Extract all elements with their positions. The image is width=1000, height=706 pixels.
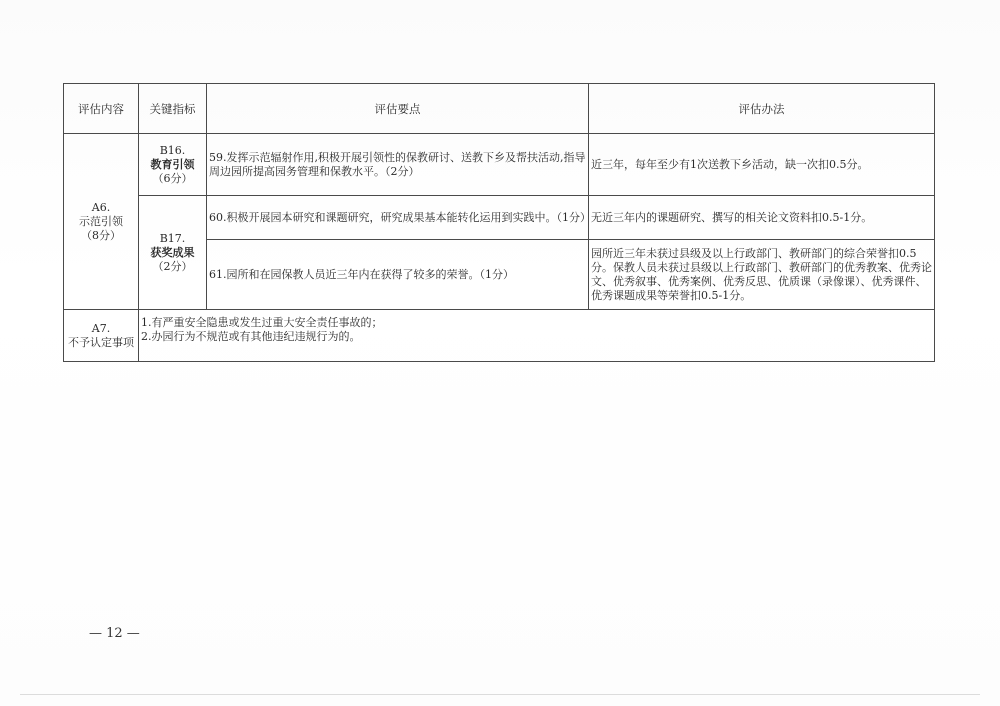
veto-items-cell — [139, 310, 935, 362]
indicator-score: （6分） — [152, 171, 193, 185]
assessment-point-cell: 61.园所和在园保教人员近三年内在获得了较多的荣誉。（1分） — [207, 240, 589, 310]
header-cell: 评估办法 — [589, 84, 935, 134]
assessment-method-cell: 近三年，每年至少有1次送教下乡活动，缺一次扣0.5分。 — [589, 134, 935, 196]
veto-item: 2.办园行为不规范或有其他违纪违规行为的。 — [141, 330, 361, 343]
header-cell: 评估内容 — [64, 84, 139, 134]
table-header-row — [64, 84, 935, 134]
table-row — [64, 310, 935, 362]
table-row — [64, 196, 935, 240]
category-name: 示范引领 — [79, 214, 123, 228]
assessment-point-cell: 59.发挥示范辐射作用,积极开展引领性的保教研讨、送教下乡及帮扶活动,指导周边园所提高园务管理和保教水平。（2分） — [207, 134, 589, 196]
indicator-code: B16. — [159, 143, 186, 157]
indicator-name: 获奖成果 — [150, 245, 195, 259]
key-indicator-cell-b16 — [139, 134, 207, 196]
header-cell: 评估要点 — [207, 84, 589, 134]
page-number: — 12 — — [89, 626, 140, 641]
indicator-score: （2分） — [152, 259, 193, 273]
indicator-name: 教育引领 — [150, 157, 195, 171]
category-score: （8分） — [81, 228, 121, 242]
assessment-method-cell: 无近三年内的课题研究、撰写的相关论文资料扣0.5-1分。 — [589, 196, 935, 240]
category-cell-a7 — [64, 310, 139, 362]
category-code: A7. — [91, 321, 111, 335]
category-code: A6. — [91, 200, 111, 214]
category-name: 不予认定事项 — [68, 335, 134, 349]
assessment-method-cell: 园所近三年未获过县级及以上行政部门、教研部门的综合荣誉扣0.5分。保教人员未获过县级以上行政部门、教研部门的优秀教案、优秀论文、优秀叙事、优秀案例、优秀反思、优质课（录像课）、优秀课件、优秀课题成果等荣誉扣0.5-1分。 — [589, 240, 935, 310]
assessment-table — [63, 83, 935, 362]
veto-item: 1.有严重安全隐患或发生过重大安全责任事故的； — [141, 316, 383, 329]
page-edge-line — [20, 694, 980, 695]
category-cell-a6 — [64, 134, 139, 310]
indicator-code: B17. — [159, 231, 186, 245]
assessment-point-cell: 60.积极开展园本研究和课题研究，研究成果基本能转化运用到实践中。（1分） — [207, 196, 589, 240]
key-indicator-cell-b17 — [139, 196, 207, 310]
table-row — [64, 134, 935, 196]
header-cell: 关键指标 — [139, 84, 207, 134]
